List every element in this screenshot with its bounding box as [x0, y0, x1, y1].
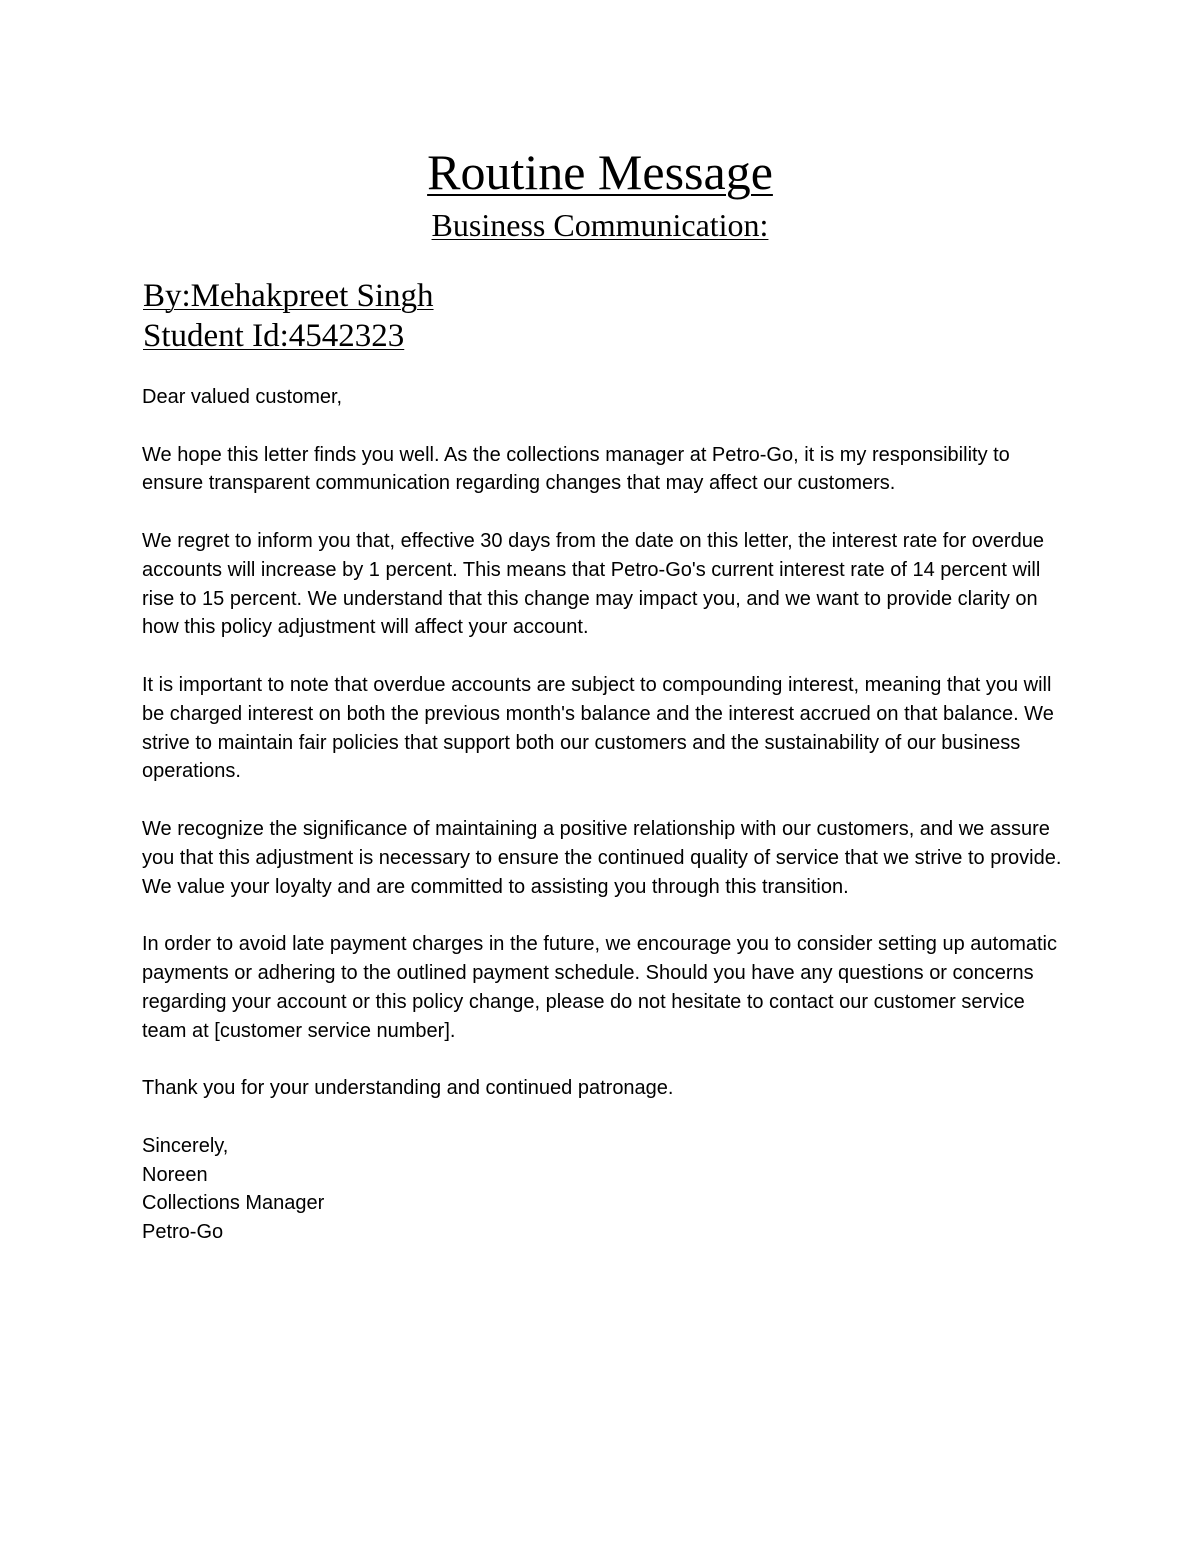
- letter-body: [142, 383, 1062, 1247]
- paragraph-intro: We hope this letter finds you well. As the collections manager at Petro-Go, it is my responsibility to ensure transparent communication regarding changes that may affect our customers.: [142, 443, 1010, 495]
- paragraph-thanks: Thank you for your understanding and continued patronage.: [142, 1077, 674, 1100]
- paragraph-rate-change: We regret to inform you that, effective 30 days from the date on this letter, the interest rate for overdue accounts will increase by 1 percent. This means that Petro-Go's current interest rate of 14 percent will rise to 15 percent. We understand that this change may impact you, and we want to provide clarity on how this policy adjustment will affect your account.: [142, 529, 1044, 639]
- document-subtitle: Business Communication:: [431, 207, 769, 243]
- signature-block: [142, 1132, 1062, 1247]
- paragraph-compounding: It is important to note that overdue accounts are subject to compounding interest, meaning that you will be charged interest on both the previous month's balance and the interest accrued on that balance. We strive to maintain fair policies that support both our customers and the sustainability of our business operations.: [142, 673, 1054, 783]
- author-block: [143, 276, 434, 356]
- student-id: Student Id:4542323: [143, 318, 405, 354]
- author-name: By:Mehakpreet Singh: [143, 278, 434, 314]
- paragraph-relationship: We recognize the significance of maintaining a positive relationship with our customers, and we assure you that this adjustment is necessary to ensure the continued quality of service that we strive to provide. We value your loyalty and are committed to assisting you through this transition.: [142, 817, 1062, 898]
- closing: Sincerely,: [142, 1134, 229, 1157]
- signer-company: Petro-Go: [142, 1221, 224, 1244]
- signer-title: Collections Manager: [142, 1192, 325, 1215]
- paragraph-payment-advice: In order to avoid late payment charges in the future, we encourage you to consider setting up automatic payments or adhering to the outlined payment schedule. Should you have any questions or concerns regarding your account or this policy change, please do not hesitate to contact our customer service team at [customer service number].: [142, 933, 1057, 1042]
- salutation: Dear valued customer,: [142, 386, 343, 408]
- document-title: Routine Message: [427, 144, 773, 200]
- signer-name: Noreen: [142, 1163, 208, 1186]
